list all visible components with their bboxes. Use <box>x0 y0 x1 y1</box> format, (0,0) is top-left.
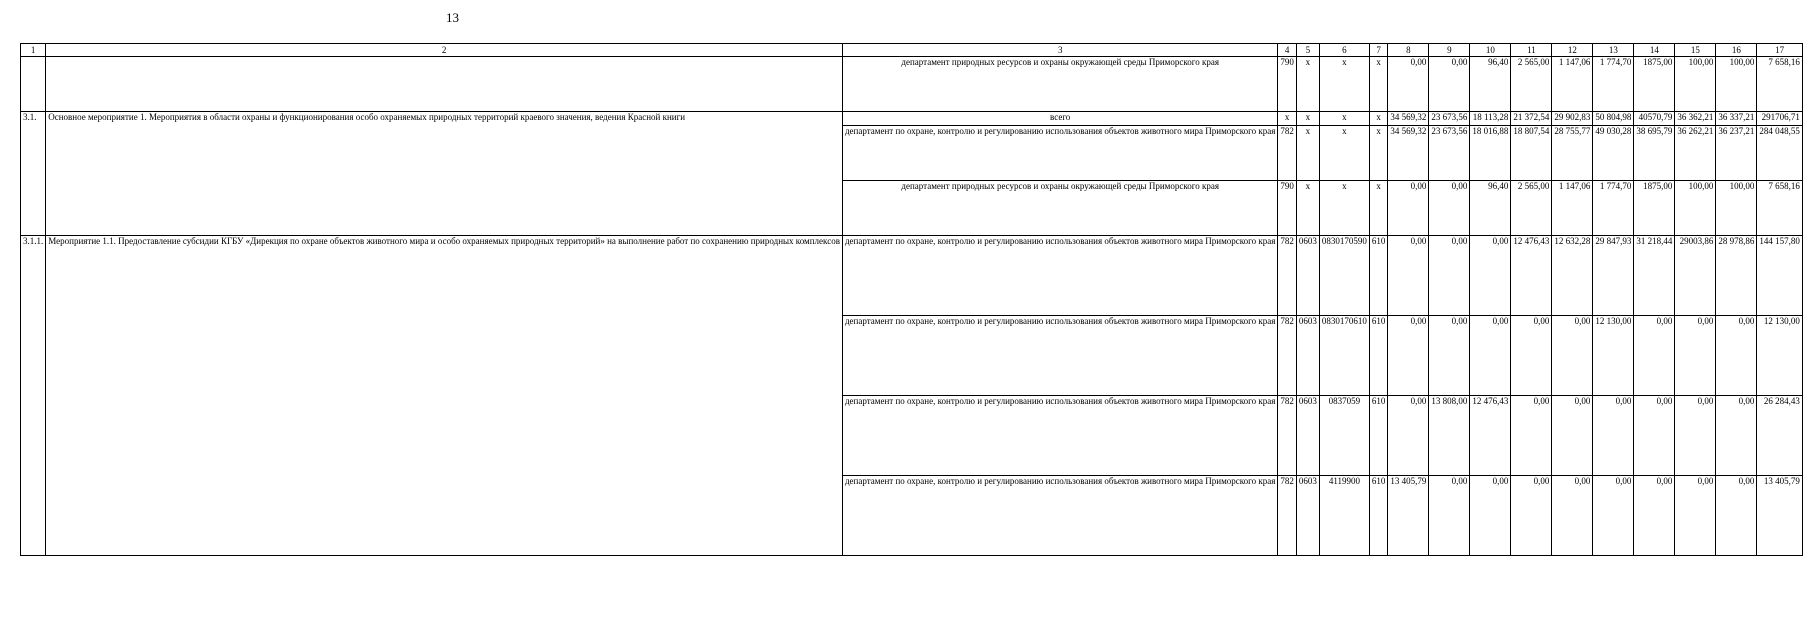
header-cell: 7 <box>1369 44 1388 57</box>
header-cell: 15 <box>1675 44 1716 57</box>
expense-type-cell: 610 <box>1369 476 1388 556</box>
target-article-cell: 0837059 <box>1319 396 1369 476</box>
amount-cell: 0,00 <box>1593 396 1634 476</box>
grbs-cell: 782 <box>1278 476 1297 556</box>
amount-cell: 13 808,00 <box>1429 396 1470 476</box>
amount-cell: 0,00 <box>1388 316 1429 396</box>
expense-type-cell: 610 <box>1369 396 1388 476</box>
target-article-cell: х <box>1319 181 1369 236</box>
table-row <box>21 57 1803 112</box>
amount-cell: 0,00 <box>1429 181 1470 236</box>
expense-type-cell: 610 <box>1369 236 1388 316</box>
page-number: 13 <box>446 10 459 25</box>
amount-cell: 1 774,70 <box>1593 181 1634 236</box>
amount-cell: 100,00 <box>1716 57 1757 112</box>
header-row <box>21 44 1803 57</box>
section-cell: 0603 <box>1296 476 1319 556</box>
grbs-cell: 790 <box>1278 181 1297 236</box>
executor-cell: департамент природных ресурсов и охраны окружающей среды Приморского края <box>842 57 1277 112</box>
amount-cell: 12 130,00 <box>1593 316 1634 396</box>
budget-table <box>20 43 1803 556</box>
amount-cell: 2 565,00 <box>1511 181 1552 236</box>
header-cell: 3 <box>842 44 1277 57</box>
amount-cell: 21 372,54 <box>1511 112 1552 126</box>
header-cell: 14 <box>1634 44 1675 57</box>
header-cell: 9 <box>1429 44 1470 57</box>
expense-type-cell: х <box>1369 181 1388 236</box>
amount-cell: 284 048,55 <box>1757 126 1803 181</box>
amount-cell: 29 847,93 <box>1593 236 1634 316</box>
amount-cell: 0,00 <box>1470 236 1511 316</box>
amount-cell: 1875,00 <box>1634 181 1675 236</box>
executor-cell: департамент по охране, контролю и регулированию использования объектов животного мира Приморского края <box>842 126 1277 181</box>
amount-cell: 0,00 <box>1552 396 1593 476</box>
amount-cell: 29 902,83 <box>1552 112 1593 126</box>
amount-cell: 2 565,00 <box>1511 57 1552 112</box>
amount-cell: 12 476,43 <box>1511 236 1552 316</box>
amount-cell: 18 113,28 <box>1470 112 1511 126</box>
amount-cell: 0,00 <box>1429 316 1470 396</box>
amount-cell: 36 237,21 <box>1716 126 1757 181</box>
section-cell: 0603 <box>1296 396 1319 476</box>
amount-cell: 144 157,80 <box>1757 236 1803 316</box>
item-name-cell: Мероприятие 1.1. Предоставление субсидии КГБУ «Дирекция по охране объектов животного мира и особо охраняемых природных территорий» на выполнение работ по сохранению природных комплексов <box>46 236 843 556</box>
amount-cell: 12 476,43 <box>1470 396 1511 476</box>
amount-cell: 1 774,70 <box>1593 57 1634 112</box>
target-article-cell: х <box>1319 112 1369 126</box>
table-row <box>21 236 1803 316</box>
expense-type-cell: х <box>1369 57 1388 112</box>
amount-cell: 0,00 <box>1388 181 1429 236</box>
header-cell: 6 <box>1319 44 1369 57</box>
amount-cell: 18 807,54 <box>1511 126 1552 181</box>
executor-cell: департамент по охране, контролю и регулированию использования объектов животного мира Приморского края <box>842 476 1277 556</box>
executor-cell: департамент по охране, контролю и регулированию использования объектов животного мира Приморского края <box>842 396 1277 476</box>
amount-cell: 13 405,79 <box>1757 476 1803 556</box>
expense-type-cell: х <box>1369 112 1388 126</box>
item-number-cell: 3.1.1. <box>21 236 46 556</box>
amount-cell: 0,00 <box>1716 316 1757 396</box>
amount-cell: 100,00 <box>1675 57 1716 112</box>
amount-cell: 7 658,16 <box>1757 57 1803 112</box>
executor-cell: департамент по охране, контролю и регулированию использования объектов животного мира Приморского края <box>842 316 1277 396</box>
amount-cell: 291706,71 <box>1757 112 1803 126</box>
amount-cell: 28 755,77 <box>1552 126 1593 181</box>
amount-cell: 50 804,98 <box>1593 112 1634 126</box>
target-article-cell: 0830170610 <box>1319 316 1369 396</box>
amount-cell: 36 337,21 <box>1716 112 1757 126</box>
amount-cell: 36 362,21 <box>1675 112 1716 126</box>
amount-cell: 0,00 <box>1470 476 1511 556</box>
amount-cell: 0,00 <box>1470 316 1511 396</box>
amount-cell: 0,00 <box>1716 396 1757 476</box>
executor-cell: департамент по охране, контролю и регулированию использования объектов животного мира Приморского края <box>842 236 1277 316</box>
target-article-cell: х <box>1319 57 1369 112</box>
amount-cell: 0,00 <box>1429 236 1470 316</box>
grbs-cell: 790 <box>1278 57 1297 112</box>
amount-cell: 26 284,43 <box>1757 396 1803 476</box>
amount-cell: 96,40 <box>1470 181 1511 236</box>
executor-cell: департамент природных ресурсов и охраны окружающей среды Приморского края <box>842 181 1277 236</box>
amount-cell: 31 218,44 <box>1634 236 1675 316</box>
section-cell: 0603 <box>1296 316 1319 396</box>
amount-cell: 7 658,16 <box>1757 181 1803 236</box>
amount-cell: 38 695,79 <box>1634 126 1675 181</box>
amount-cell: 0,00 <box>1634 316 1675 396</box>
amount-cell: 1 147,06 <box>1552 181 1593 236</box>
amount-cell: 0,00 <box>1634 396 1675 476</box>
header-cell: 4 <box>1278 44 1297 57</box>
amount-cell: 1 147,06 <box>1552 57 1593 112</box>
amount-cell: 100,00 <box>1716 181 1757 236</box>
grbs-cell: 782 <box>1278 316 1297 396</box>
header-cell: 11 <box>1511 44 1552 57</box>
amount-cell: 18 016,88 <box>1470 126 1511 181</box>
header-cell: 16 <box>1716 44 1757 57</box>
item-number-cell: 3.1. <box>21 112 46 236</box>
amount-cell: 96,40 <box>1470 57 1511 112</box>
amount-cell: 0,00 <box>1388 57 1429 112</box>
expense-type-cell: 610 <box>1369 316 1388 396</box>
amount-cell: 12 130,00 <box>1757 316 1803 396</box>
expense-type-cell: х <box>1369 126 1388 181</box>
amount-cell: 1875,00 <box>1634 57 1675 112</box>
target-article-cell: х <box>1319 126 1369 181</box>
amount-cell: 0,00 <box>1675 316 1716 396</box>
item-number-cell <box>21 57 46 112</box>
amount-cell: 0,00 <box>1716 476 1757 556</box>
section-cell: х <box>1296 57 1319 112</box>
amount-cell: 23 673,56 <box>1429 112 1470 126</box>
amount-cell: 0,00 <box>1634 476 1675 556</box>
amount-cell: 36 262,21 <box>1675 126 1716 181</box>
header-cell: 17 <box>1757 44 1803 57</box>
item-name-cell: Основное мероприятие 1. Мероприятия в области охраны и функционирования особо охраняемых природных территорий краевого значения, ведения Красной книги <box>46 112 843 236</box>
amount-cell: 49 030,28 <box>1593 126 1634 181</box>
grbs-cell: 782 <box>1278 126 1297 181</box>
amount-cell: 0,00 <box>1388 396 1429 476</box>
header-cell: 1 <box>21 44 46 57</box>
item-name-cell <box>46 57 843 112</box>
amount-cell: 0,00 <box>1429 476 1470 556</box>
amount-cell: 0,00 <box>1552 316 1593 396</box>
section-cell: х <box>1296 181 1319 236</box>
header-cell: 13 <box>1593 44 1634 57</box>
amount-cell: 0,00 <box>1511 396 1552 476</box>
amount-cell: 0,00 <box>1593 476 1634 556</box>
header-cell: 10 <box>1470 44 1511 57</box>
target-article-cell: 4119900 <box>1319 476 1369 556</box>
table-row <box>21 112 1803 126</box>
amount-cell: 29003,86 <box>1675 236 1716 316</box>
grbs-cell: 782 <box>1278 396 1297 476</box>
amount-cell: 0,00 <box>1429 57 1470 112</box>
header-cell: 12 <box>1552 44 1593 57</box>
amount-cell: 34 569,32 <box>1388 112 1429 126</box>
target-article-cell: 0830170590 <box>1319 236 1369 316</box>
section-cell: 0603 <box>1296 236 1319 316</box>
section-cell: х <box>1296 112 1319 126</box>
amount-cell: 28 978,86 <box>1716 236 1757 316</box>
header-cell: 2 <box>46 44 843 57</box>
amount-cell: 100,00 <box>1675 181 1716 236</box>
grbs-cell: 782 <box>1278 236 1297 316</box>
header-cell: 8 <box>1388 44 1429 57</box>
amount-cell: 0,00 <box>1511 316 1552 396</box>
amount-cell: 0,00 <box>1388 236 1429 316</box>
amount-cell: 13 405,79 <box>1388 476 1429 556</box>
amount-cell: 0,00 <box>1552 476 1593 556</box>
header-cell: 5 <box>1296 44 1319 57</box>
amount-cell: 34 569,32 <box>1388 126 1429 181</box>
grbs-cell: х <box>1278 112 1297 126</box>
section-cell: х <box>1296 126 1319 181</box>
amount-cell: 23 673,56 <box>1429 126 1470 181</box>
executor-cell: всего <box>842 112 1277 126</box>
amount-cell: 0,00 <box>1675 476 1716 556</box>
amount-cell: 0,00 <box>1511 476 1552 556</box>
amount-cell: 12 632,28 <box>1552 236 1593 316</box>
amount-cell: 0,00 <box>1675 396 1716 476</box>
amount-cell: 40570,79 <box>1634 112 1675 126</box>
